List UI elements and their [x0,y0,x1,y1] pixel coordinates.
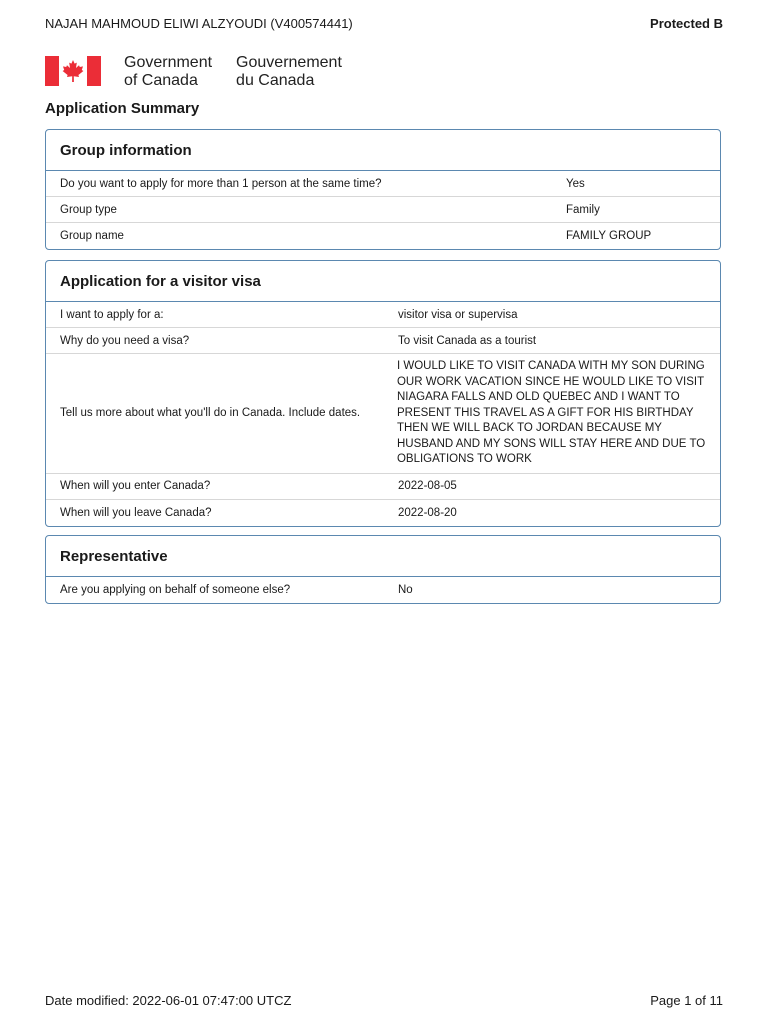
table-row [46,474,720,500]
answer: To visit Canada as a tourist [398,334,537,347]
group-information-section [45,129,721,250]
representative-section [45,535,721,604]
question: Do you want to apply for more than 1 person at the same time? [60,177,382,190]
date-modified: Date modified: 2022-06-01 07:47:00 UTCZ [45,993,292,1008]
table-row [46,223,720,249]
answer: Yes [566,177,585,190]
logo-text-french: Gouvernement du Canada [236,54,342,89]
question: When will you leave Canada? [60,506,212,519]
section-title: Application for a visitor visa [46,261,720,302]
section-title: Representative [46,536,720,577]
classification-label: Protected B [650,16,723,31]
answer: I WOULD LIKE TO VISIT CANADA WITH MY SON DURING OUR WORK VACATION SINCE HE WOULD LIKE TO VISIT NIAGARA FALLS AND OLD QUEBEC AND I WANT TO PRESENT THIS TRAVEL AS A GIFT FOR HIS BIRTHDAY THEN WE WILL BACK TO JORDAN BECAUSE MY HUSBAND AND MY SONS WILL STAY HERE AND DUE TO OBLIGATIONS TO WORK [396,360,706,465]
table-row [46,354,720,474]
answer: No [398,584,413,596]
question: Group name [60,230,124,242]
answer: 2022-08-20 [398,506,457,519]
visitor-visa-section [45,260,721,527]
table-row [46,500,720,526]
page-title: Application Summary [45,100,200,117]
government-of-canada-logo [45,54,342,90]
answer: 2022-08-05 [398,480,457,492]
question: Why do you need a visa? [60,334,190,347]
question: Tell us more about what you'll do in Canada. Include dates. [60,407,361,420]
question: I want to apply for a: [60,308,164,321]
question: Group type [60,203,117,216]
answer: visitor visa or supervisa [398,308,518,321]
table-row [46,577,720,603]
section-title: Group information [46,130,720,171]
page-footer [45,993,723,1008]
applicant-name: NAJAH MAHMOUD ELIWI ALZYOUDI (V400574441) [45,16,353,31]
answer: Family [566,203,600,216]
table-row [46,197,720,223]
table-row [46,328,720,354]
question: Are you applying on behalf of someone else? [60,584,291,596]
question: When will you enter Canada? [60,480,211,492]
page-number: Page 1 of 11 [650,993,723,1008]
table-row [46,171,720,197]
answer: FAMILY GROUP [566,230,652,242]
table-row [46,302,720,328]
logo-text-english: Government of Canada [124,54,213,89]
page-header [45,16,723,32]
canada-flag-icon [45,56,101,86]
